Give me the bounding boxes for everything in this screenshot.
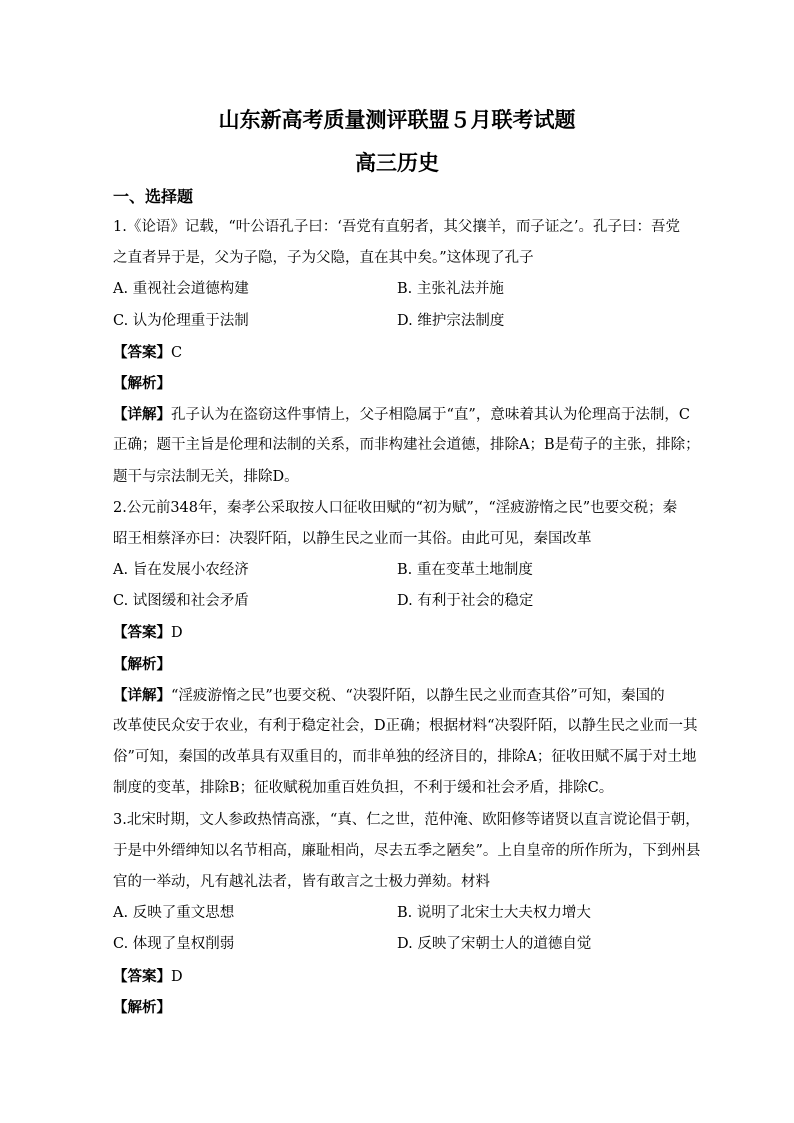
option-c: C. 认为伦理重于法制 <box>113 312 249 329</box>
options-row <box>113 306 681 337</box>
options-row <box>113 898 681 929</box>
question-stem-line: 昭王相蔡泽亦曰：决裂阡陌，以静生民之业而一其俗。由此可见，秦国改革 <box>113 530 592 547</box>
detail-line: 题干与宗法制无关，排除D。 <box>113 468 299 485</box>
answer-label: 【答案】 <box>113 343 171 361</box>
question-stem-line: 2.公元前348年，秦孝公采取按人口征收田赋的“初为赋”，“淫疲游惰之民”也要交税；秦 <box>113 499 678 516</box>
answer-value: D <box>171 968 183 985</box>
detail-line: 俗”可知，秦国的改革具有双重目的，而非单独的经济目的，排除A；征收田赋不属于对土地 <box>113 749 697 766</box>
options-row <box>113 274 681 305</box>
answer-value: C <box>171 344 183 361</box>
answer-line <box>113 617 681 648</box>
analysis-line <box>113 368 681 399</box>
detail-line: 改革使民众安于农业，有利于稳定社会，D正确；根据材料“决裂阡陌，以静生民之业而一其 <box>113 718 698 734</box>
option-a: A. 旨在发展小农经济 <box>113 562 249 579</box>
question-3 <box>113 805 701 1023</box>
question-2 <box>113 493 698 805</box>
detail-label: 【详解】 <box>113 686 171 704</box>
detail-line: 正确；题干主旨是伦理和法制的关系，而非构建社会道德，排除A；B是荀子的主张，排除； <box>113 437 700 454</box>
analysis-line <box>113 649 681 680</box>
answer-line <box>113 337 681 368</box>
option-c: C. 体现了皇权削弱 <box>113 936 235 953</box>
analysis-line <box>113 992 681 1023</box>
page-title: 山东新高考质量测评联盟５月联考试题 <box>218 107 576 132</box>
option-b: B. 说明了北宋士大夫权力增大 <box>397 905 591 922</box>
page-subtitle: 高三历史 <box>355 150 439 175</box>
questions-content <box>113 212 701 1023</box>
option-d: D. 反映了宋朝士人的道德自觉 <box>397 936 592 953</box>
answer-label: 【答案】 <box>113 624 171 642</box>
detail-text: 孔子认为在盗窃这件事情上，父子相隐属于“直”，意味着其认为伦理高于法制，C <box>171 407 690 424</box>
section-title: 一、选择题 <box>113 187 194 206</box>
analysis-label: 【解析】 <box>113 374 171 392</box>
option-b: B. 重在变革土地制度 <box>397 562 533 579</box>
analysis-label: 【解析】 <box>113 655 171 673</box>
answer-value: D <box>171 625 183 642</box>
detail-line <box>113 680 681 711</box>
options-row <box>113 929 681 960</box>
question-stem-line: 于是中外缙绅知以名节相高，廉耻相尚，尽去五季之陋矣”。上自皇帝的所作所为，下到州县 <box>113 842 701 859</box>
question-stem-line: 3.北宋时期，文人参政热情高涨，“真、仁之世，范仲淹、欧阳修等诸贤以直言谠论倡于朝， <box>113 811 700 828</box>
answer-line <box>113 961 681 992</box>
analysis-label: 【解析】 <box>113 998 171 1016</box>
option-a: A. 反映了重文思想 <box>113 905 235 922</box>
question-stem-line: 之直者异于是，父为子隐，子为父隐，直在其中矣。”这体现了孔子 <box>113 250 534 267</box>
detail-label: 【详解】 <box>113 406 171 424</box>
option-b: B. 主张礼法并施 <box>397 281 504 298</box>
options-row <box>113 555 681 586</box>
option-c: C. 试图缓和社会矛盾 <box>113 593 249 610</box>
detail-line: 制度的变革，排除B；征收赋税加重百姓负担，不利于缓和社会矛盾，排除C。 <box>113 780 614 797</box>
question-stem-line: 官的一举动，凡有越礼法者，皆有敢言之士极力弹劾。材料 <box>113 873 490 890</box>
options-row <box>113 586 681 617</box>
answer-label: 【答案】 <box>113 967 171 985</box>
question-stem-line: 1.《论语》记载，“叶公语孔子曰：‘吾党有直躬者，其父攘羊，而子证之’。孔子曰：吾党 <box>113 219 680 235</box>
option-d: D. 维护宗法制度 <box>397 312 505 329</box>
detail-line <box>113 399 690 430</box>
question-1 <box>113 212 700 493</box>
option-d: D. 有利于社会的稳定 <box>397 593 534 610</box>
detail-text: “淫疲游惰之民”也要交税、“决裂阡陌，以静生民之业而查其俗”可知，秦国的 <box>171 687 665 704</box>
option-a: A. 重视社会道德构建 <box>113 281 249 298</box>
